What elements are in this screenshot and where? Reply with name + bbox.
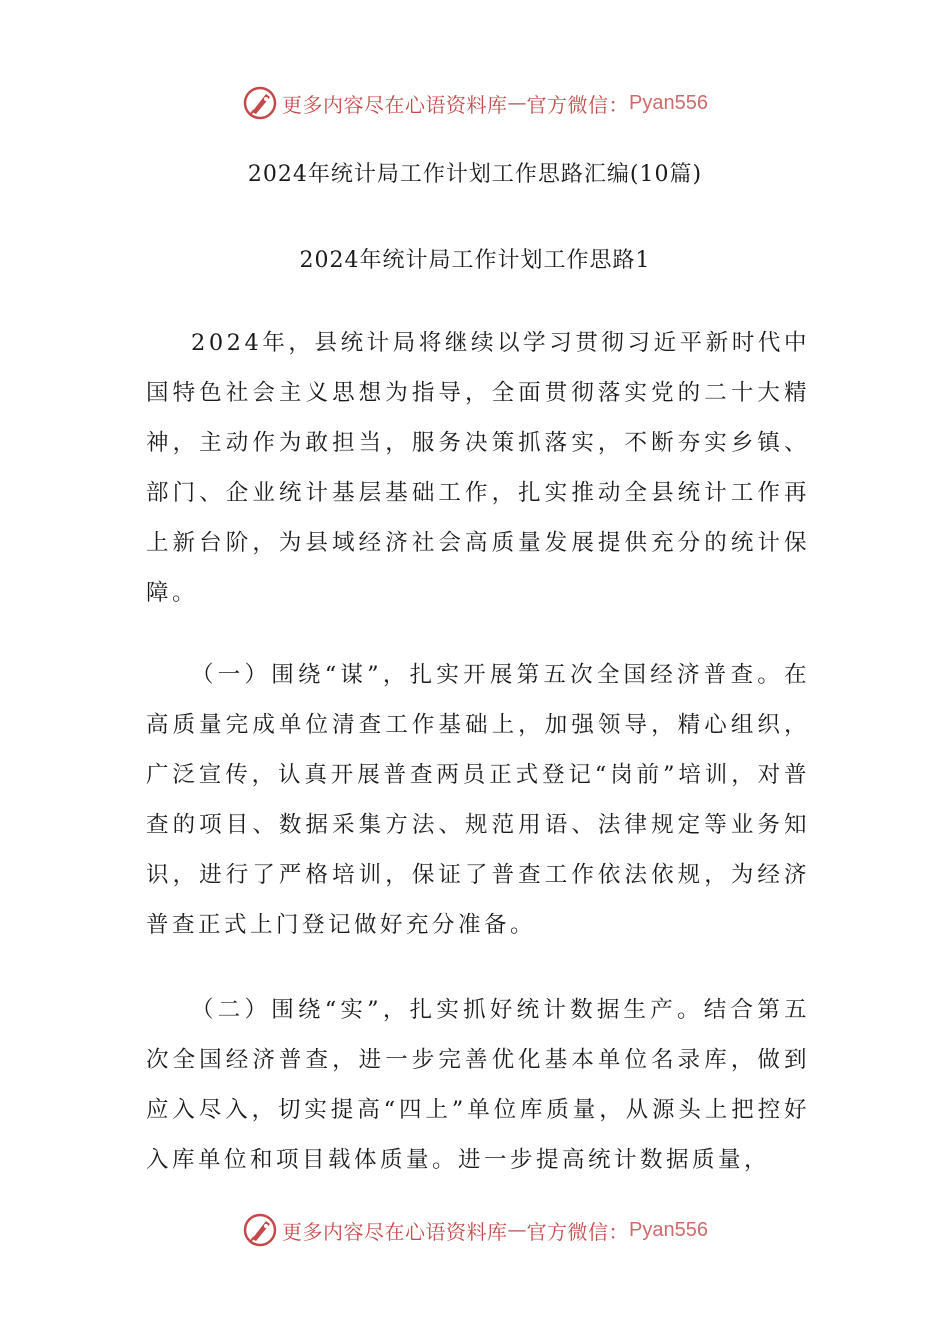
paragraph-intro: 2024年，县统计局将继续以学习贯彻习近平新时代中国特色社会主义思想为指导，全面贯彻落实党的二十大精神，主动作为敢担当，服务决策抓落实，不断夯实乡镇、部门、企业统计基层基础工作，扎实推动全县统计工作再上新台阶，为县域经济社会高质量发展提供充分的统计保障。 (146, 330, 810, 606)
watermark-text: 更多内容尽在心语资料库 (282, 92, 508, 117)
document-subtitle: 2024年统计局工作计划工作思路1 (299, 248, 651, 273)
watermark-label: 官方微信： (526, 92, 630, 117)
document-title: 2024年统计局工作计划工作思路汇编(10篇) (247, 162, 703, 187)
watermark-header (0, 83, 950, 123)
pen-nib-icon (242, 1212, 278, 1248)
watermark-wechat-id: Pyan556 (629, 1218, 708, 1241)
watermark-text: 更多内容尽在心语资料库 (282, 1219, 508, 1244)
pen-nib-icon (242, 85, 278, 121)
paragraph-section-2: （二）围绕“实”，扎实抓好统计数据生产。结合第五次全国经济普查，进一步完善优化基本单位名录库，做到应入尽入，切实提高“四上”单位库质量，从源头上把控好入库单位和项目载体质量。进一步提高统计数据质量， (146, 997, 810, 1173)
watermark-label: 官方微信： (526, 1219, 630, 1244)
watermark-footer (0, 1210, 950, 1250)
paragraph-section-1: （一）围绕“谋”，扎实开展第五次全国经济普查。在高质量完成单位清查工作基础上，加强领导，精心组织，广泛宣传，认真开展普查两员正式登记“岗前”培训，对普查的项目、数据采集方法、规范用语、法律规定等业务知识，进行了严格培训，保证了普查工作依法依规，为经济普查正式上门登记做好充分准备。 (146, 662, 810, 938)
watermark-wechat-id: Pyan556 (629, 91, 708, 114)
watermark-separator: — (507, 92, 527, 114)
watermark-separator: — (507, 1219, 527, 1241)
